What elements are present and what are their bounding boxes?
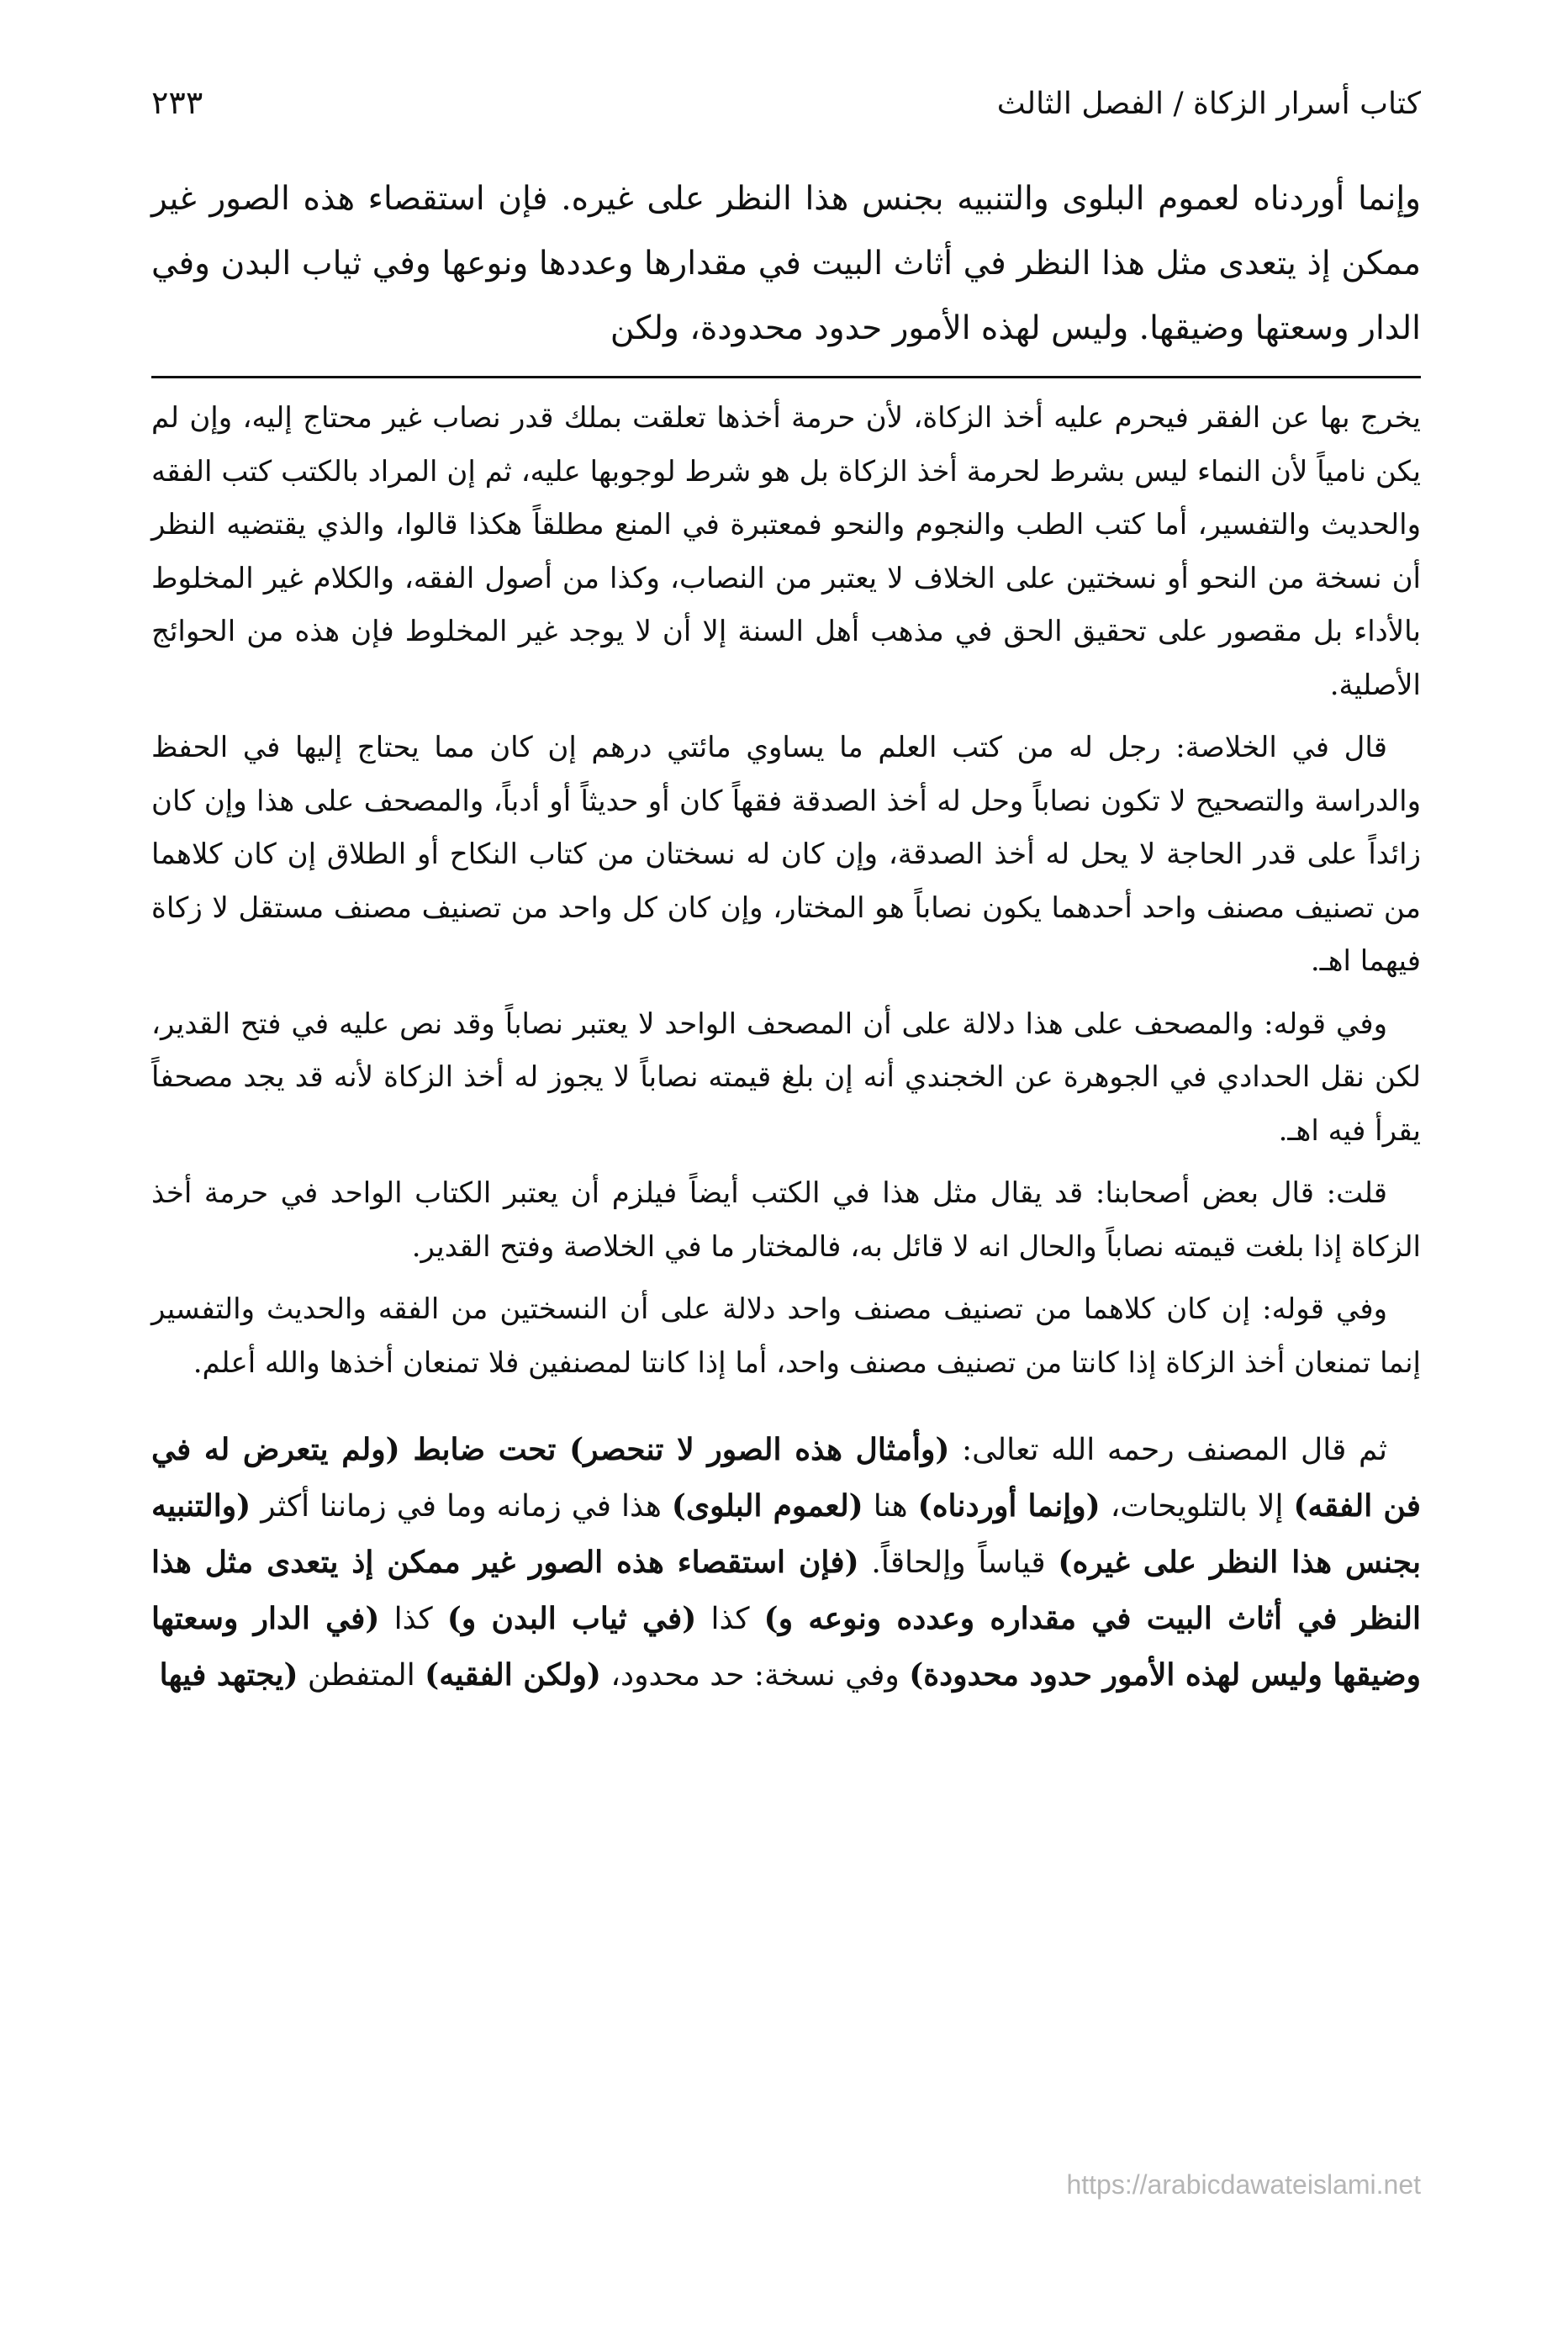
commentary-text: وفي نسخة: حد محدود، [600,1658,910,1693]
footnote-paragraph: قلت: قال بعض أصحابنا: قد يقال مثل هذا في الكتب أيضاً فيلزم أن يعتبر الكتاب الواحد في حرمة أخذ الزكاة إذا بلغت قيمته نصاباً والحال انه لا قائل به، فالمختار ما في الخلاصة وفتح القدير. [151,1176,1421,1264]
quoted-source-text: (وإنما أوردناه) [917,1488,1101,1524]
commentary-section [151,1422,1421,1704]
commentary-text: هنا [863,1489,918,1524]
quoted-source-text: (ولكن الفقيه) [425,1657,601,1693]
quoted-source-text: (في الدار وسعتها وضيقها وليس لهذه الأمور حدود محدودة) [151,1601,1421,1693]
page-number: ٢٣٣ [151,84,203,121]
commentary-paragraph [151,1422,1421,1704]
quoted-source-text: (وأمثال هذه الصور لا تنحصر) تحت ضابط (ولم يتعرض له في فن الفقه) [151,1432,1422,1524]
commentary-text: كذا [379,1602,447,1636]
footnote-paragraph: وفي قوله: والمصحف على هذا دلالة على أن المصحف الواحد لا يعتبر نصاباً وقد نص عليه في فتح القدير، لكن نقل الحدادي في الجوهرة عن الخجندي أنه إن بلغ قيمته نصاباً لا يجوز له أخذ الزكاة لأنه قد يجد مصحفاً يقرأ فيه اهـ. [151,1006,1421,1148]
page-header [151,84,1421,135]
quoted-source-text: (والتنبيه بجنس هذا النظر على غيره) [151,1488,1421,1580]
main-paragraph: وإنما أوردناه لعموم البلوى والتنبيه بجنس هذا النظر على غيره. فإن استقصاء هذه الصور غير ممكن إذ يتعدى مثل هذا النظر في أثاث البيت في مقدارها وعددها ونوعها وفي ثياب البدن وفي الدار وسعتها وضيقها. وليس لهذه الأمور حدود محدودة، ولكن [151,180,1421,347]
commentary-text: إلا بالتلويحات، [1100,1489,1294,1524]
footnote-paragraph: يخرج بها عن الفقر فيحرم عليه أخذ الزكاة، لأن حرمة أخذها تعلقت بملك قدر نصاب غير محتاج إليه، وإن لم يكن نامياً لأن النماء ليس بشرط لحرمة أخذ الزكاة بل هو شرط لوجوبها عليه، ثم إن المراد بالكتب كتب الفقه والحديث والتفسير، أما كتب الطب والنجوم والنحو فمعتبرة في المنع مطلقاً هكذا قالوا، والذي يقتضيه النظر أن نسخة من النحو أو نسختين على الخلاف لا يعتبر من النصاب، وكذا من أصول الفقه، والكلام غير المخلوط بالأداء بل مقصور على تحقيق الحق في مذهب أهل السنة إلا أن لا يوجد غير المخلوط فإن هذه من الحوائج الأصلية. [151,401,1421,702]
commentary-text: قياساً وإلحاقاً. [858,1545,1059,1580]
commentary-text: كذا [696,1602,764,1636]
footnote-paragraph: قال في الخلاصة: رجل له من كتب العلم ما يساوي مائتي درهم إن كان مما يحتاج إليها في الحفظ والدراسة والتصحيح لا تكون نصاباً وحل له أخذ الصدقة فقهاً كان أو حديثاً أو أدباً، والمصحف على هذا وإن كان زائداً على قدر الحاجة لا يحل له أخذ الصدقة، وإن كان له نسختان من كتاب النكاح أو الطلاق إن كان كلاهما من تصنيف مصنف واحد أحدهما يكون نصاباً هو المختار، وإن كان كل واحد من تصنيف مصنف مستقل لا زكاة فيهما اهـ. [151,731,1421,978]
quoted-source-text: (لعموم البلوى) [671,1488,863,1524]
footnote-paragraph: وفي قوله: إن كان كلاهما من تصنيف مصنف واحد دلالة على أن النسختين من الفقه والحديث والتفسير إنما تمنعان أخذ الزكاة إذا كانتا من تصنيف مصنف واحد، أما إذا كانتا لمصنفين فلا تمنعان أخذها والله أعلم. [151,1292,1421,1380]
watermark-url: https://arabicdawateislami.net [1066,2169,1421,2200]
quoted-source-text: (يجتهد فيها [159,1657,298,1693]
quoted-source-text: (في ثياب البدن و) [446,1601,697,1636]
running-title: كتاب أسرار الزكاة / الفصل الثالث [996,87,1421,121]
book-page [151,84,1421,2270]
commentary-text: هذا في زمانه وما في زماننا أكثر [251,1489,672,1524]
footnote-divider [151,376,1421,378]
footnotes [151,392,1421,1390]
commentary-text: ثم قال المصنف رحمه الله تعالى: [949,1433,1387,1467]
main-text [151,166,1421,361]
quoted-source-text: (فإن استقصاء هذه الصور غير ممكن إذ يتعدى مثل هذا النظر في أثاث البيت في مقداره وعدده ونوعه و) [151,1545,1421,1636]
commentary-text: المتفطن [298,1658,425,1693]
